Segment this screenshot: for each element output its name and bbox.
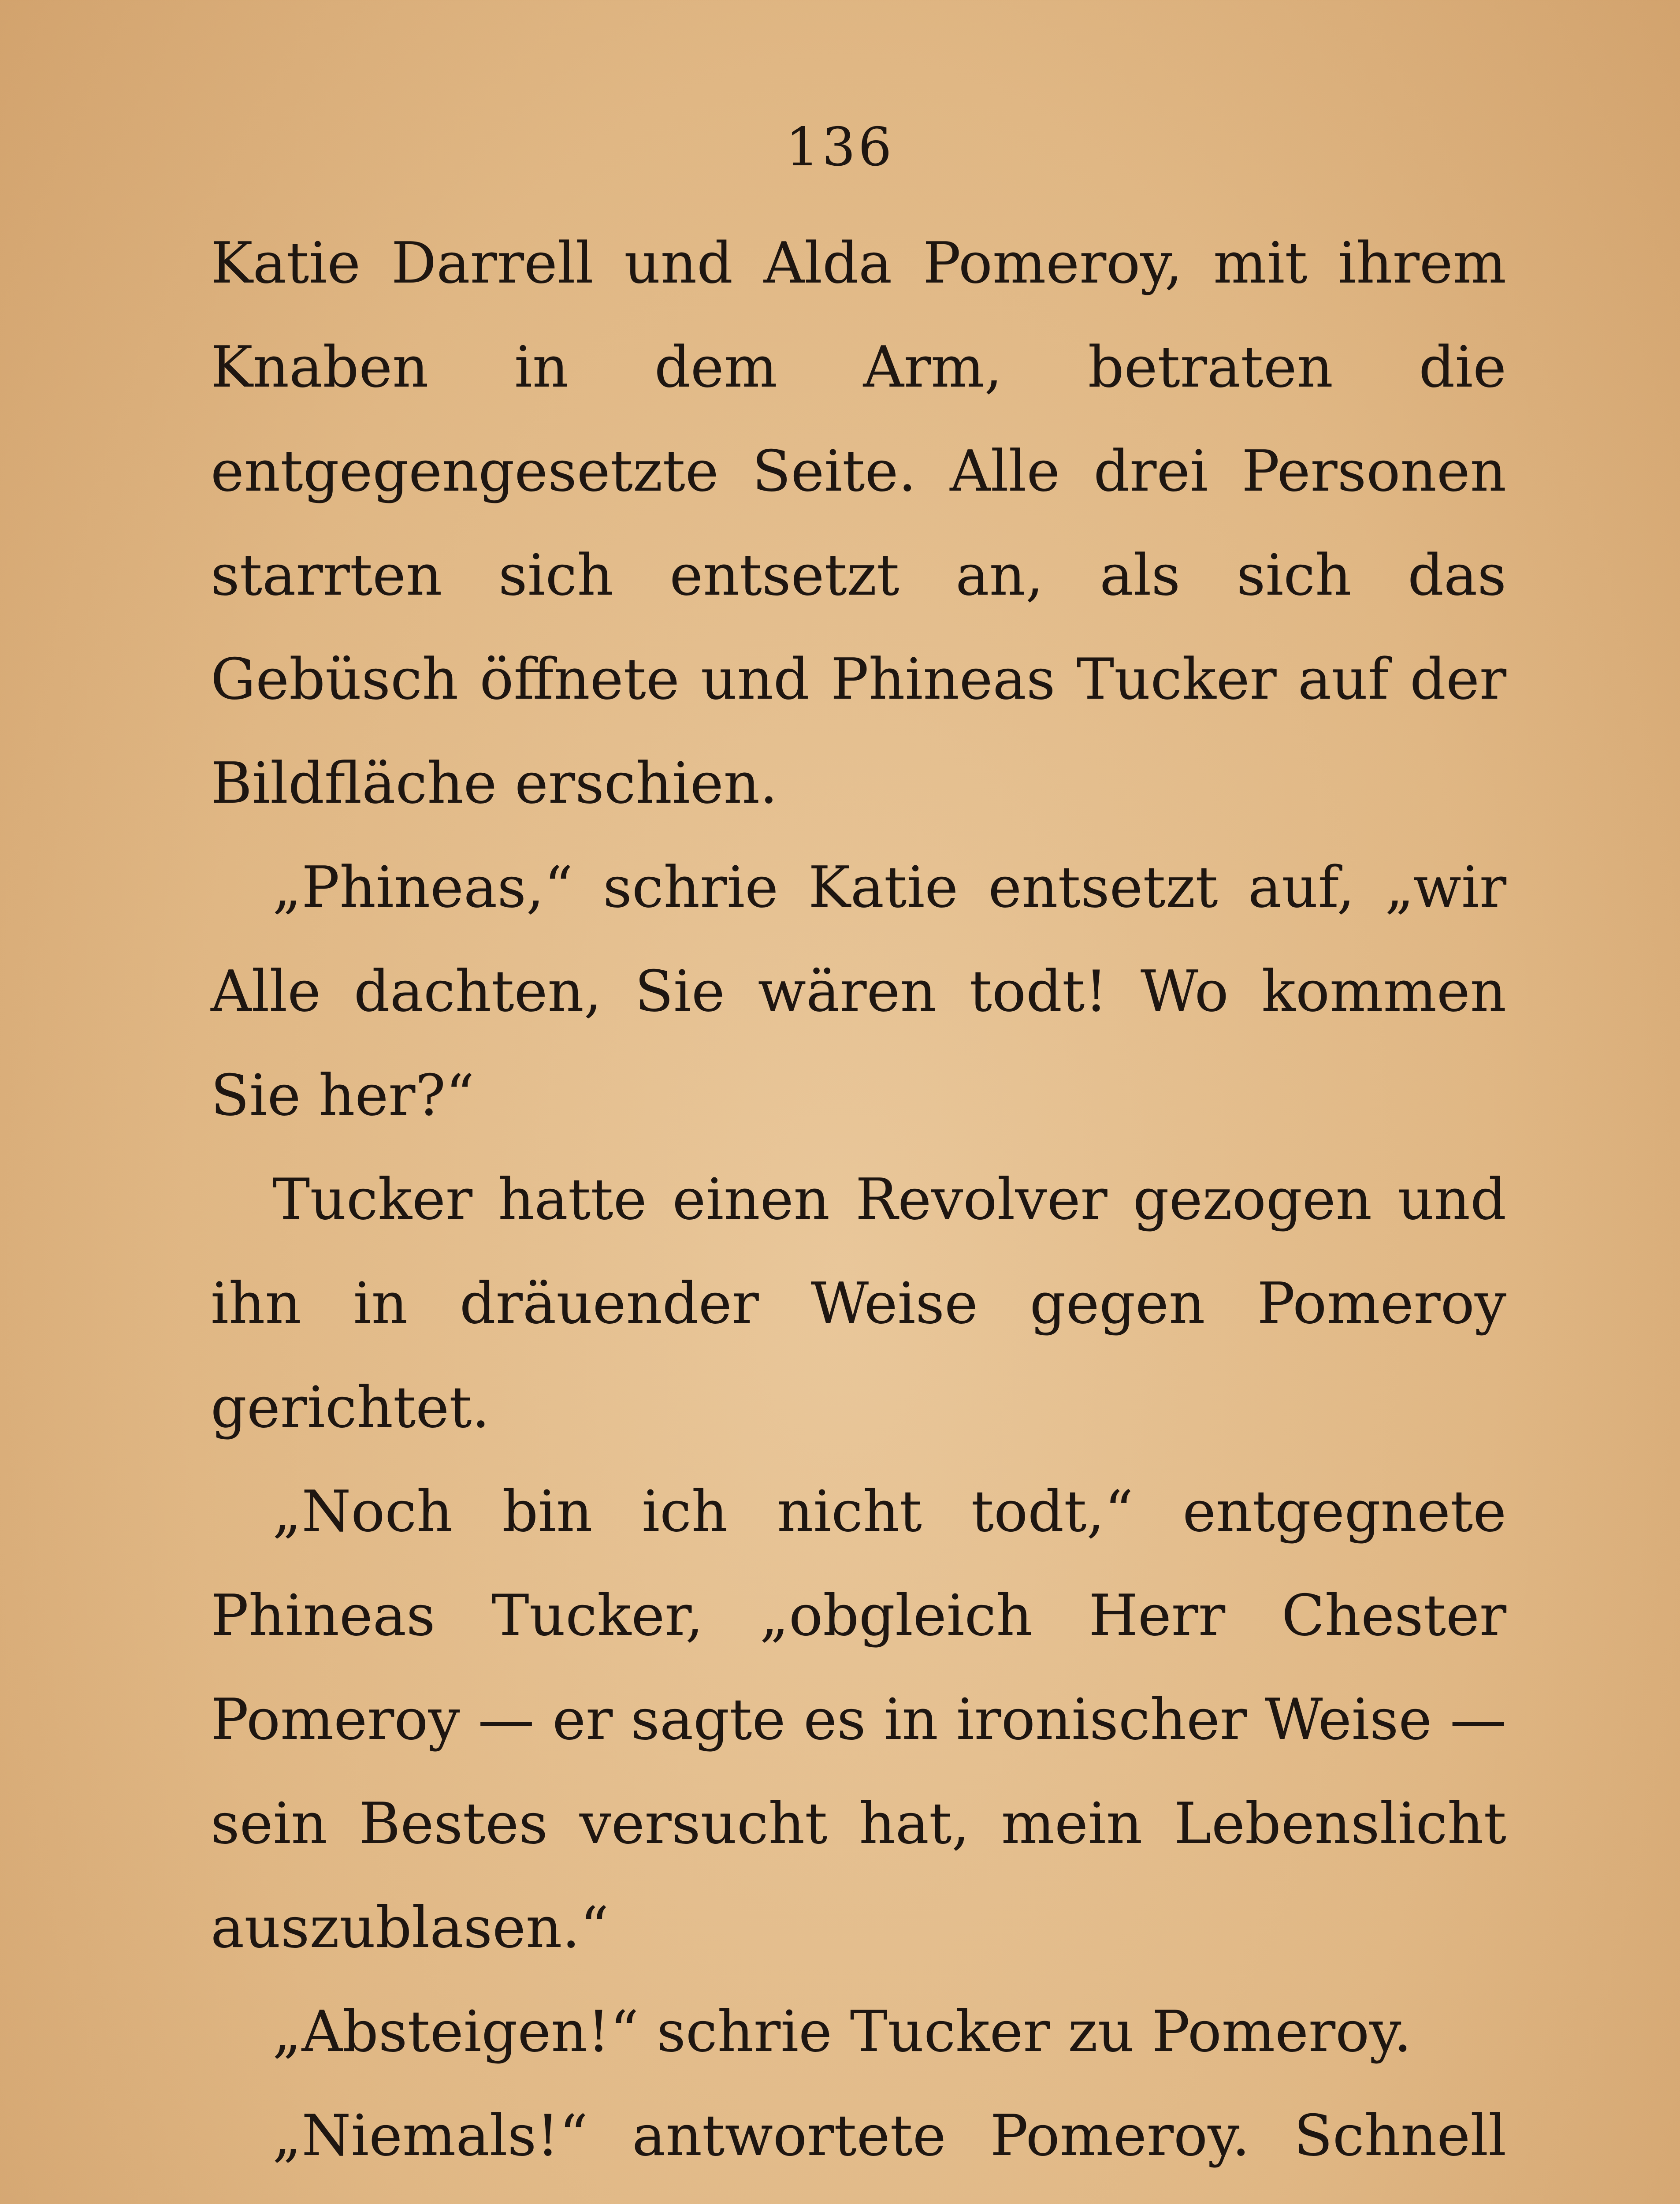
- paragraph: „Phineas,“ schrie Katie entsetzt auf, „wir Alle dachten, Sie wären todt! Wo kommen Sie her?“: [211, 855, 1506, 1128]
- paragraph: „Noch bin ich nicht todt,“ entgegnete Phineas Tucker, „obgleich Herr Chester Pomeroy — er sagte es in ironischer Weise — sein Bestes versucht hat, mein Lebenslicht auszublasen.“: [211, 1479, 1506, 1961]
- paragraph: Tucker hatte einen Revolver gezogen und ihn in dräuender Weise gegen Pomeroy gerichtet.: [211, 1167, 1506, 1441]
- page-number: 136: [785, 117, 895, 178]
- paragraph: „Absteigen!“ schrie Tucker zu Pomeroy.: [272, 1999, 1412, 2065]
- paragraph: „Niemals!“ antwortete Pomeroy. Schnell: [272, 2103, 1506, 2169]
- paragraph: Katie Darrell und Alda Pomeroy, mit ihrem Knaben in dem Arm, betraten die entgegengesetzte Seite. Alle drei Personen starrten sich entsetzt an, als sich das Gebüsch öffnete und Phineas Tucker auf der Bildfläche erschien.: [211, 231, 1506, 816]
- body-text: [211, 212, 1506, 2204]
